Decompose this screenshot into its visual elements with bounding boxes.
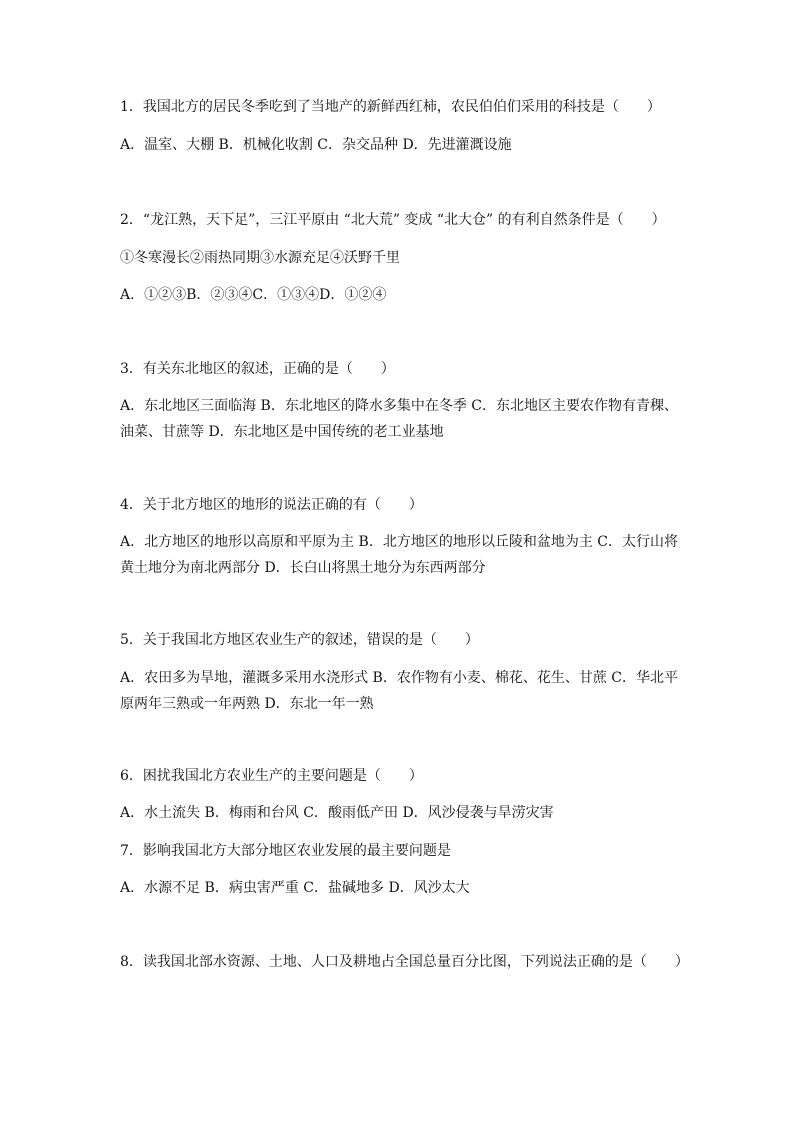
question-2-statements: ①冬寒漫长②雨热同期③水源充足④沃野千里 xyxy=(120,250,400,266)
question-3-stem: 3．有关东北地区的叙述，正确的是（ ） xyxy=(120,361,395,377)
question-1-stem: 1．我国北方的居民冬季吃到了当地产的新鲜西红柿，农民伯伯们采用的科技是（ ） xyxy=(120,99,661,115)
question-4-stem: 4．关于北方地区的地形的说法正确的有（ ） xyxy=(120,497,423,513)
question-3-options-line2: 油菜、甘蔗等 D．东北地区是中国传统的老工业基地 xyxy=(120,424,444,440)
question-8-stem: 8．读我国北部水资源、土地、人口及耕地占全国总量百分比图，下列说法正确的是（ ） xyxy=(120,954,689,970)
question-3-options-line1: A．东北地区三面临海 B．东北地区的降水多集中在冬季 C．东北地区主要农作物有青稞、 xyxy=(120,398,679,414)
question-5-options-line2: 原两年三熟或一年两熟 D．东北一年一熟 xyxy=(120,696,374,712)
question-2-options: A．①②③B．②③④C．①③④D．①②④ xyxy=(120,287,387,303)
question-4-options-line1: A．北方地区的地形以高原和平原为主 B．北方地区的地形以丘陵和盆地为主 C．太行山将 xyxy=(120,534,679,550)
question-6-stem: 6．困扰我国北方农业生产的主要问题是（ ） xyxy=(120,768,423,784)
question-6-options: A．水土流失 B．梅雨和台风 C．酸雨低产田 D．风沙侵袭与旱涝灾害 xyxy=(120,805,554,821)
question-5-stem: 5．关于我国北方地区农业生产的叙述，错误的是（ ） xyxy=(120,632,479,648)
question-2-stem: 2．“龙江熟，天下足”，三江平原由 “北大荒” 变成 “北大仓” 的有利自然条件是（ ） xyxy=(120,212,666,228)
question-4-options-line2: 黄土地分为南北两部分 D．长白山将黑土地分为东西两部分 xyxy=(120,560,486,576)
question-7-stem: 7．影响我国北方大部分地区农业发展的最主要问题是 xyxy=(120,843,451,859)
question-5-options-line1: A．农田多为旱地，灌溉多采用水浇形式 B．农作物有小麦、棉花、花生、甘蔗 C．华北平 xyxy=(120,670,679,686)
question-7-options: A．水源不足 B．病虫害严重 C．盐碱地多 D．风沙太大 xyxy=(120,880,470,896)
question-1-options: A．温室、大棚 B．机械化收割 C．杂交品种 D．先进灌溉设施 xyxy=(120,137,512,153)
